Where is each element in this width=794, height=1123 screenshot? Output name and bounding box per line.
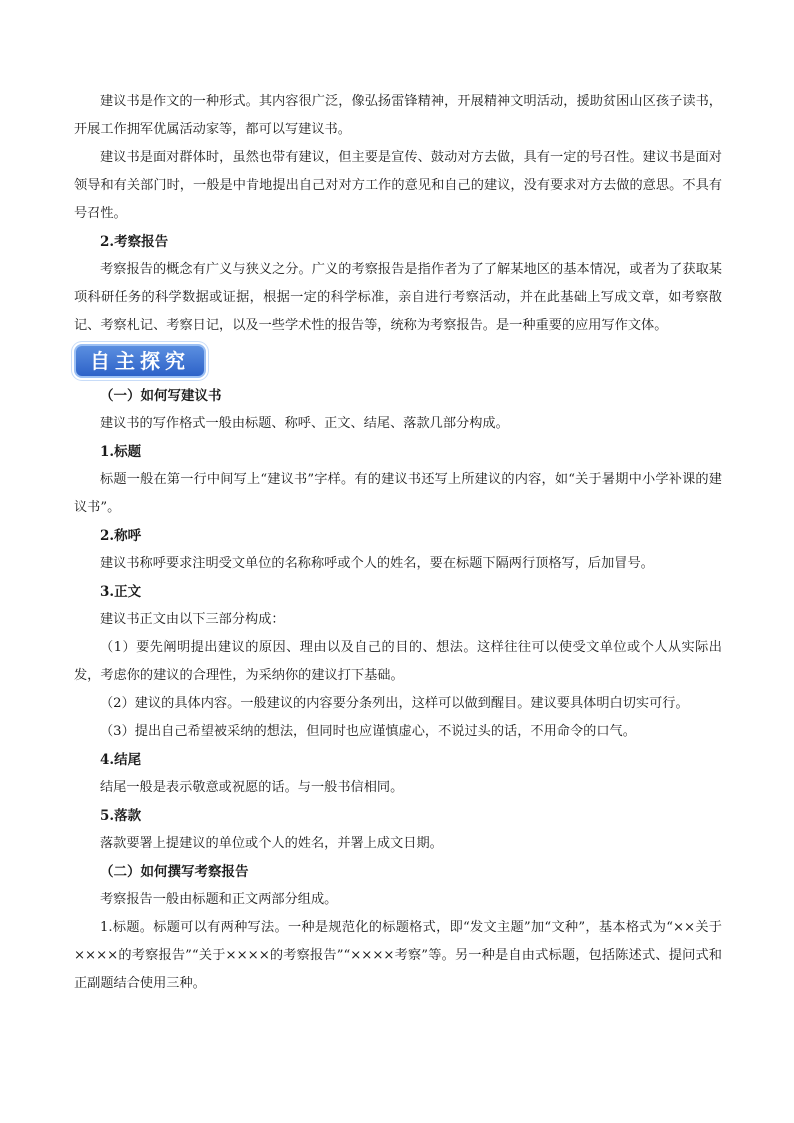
section-banner: 自主探究 [74, 344, 206, 378]
body-item-1: （1）要先阐明提出建议的原因、理由以及自己的目的、想法。这样往往可以使受文单位或个人从实际出发，考虑你的建议的合理性，为采纳你的建议打下基础。 [74, 640, 722, 683]
signature-paragraph: 落款要署上提建议的单位或个人的姓名，并署上成文日期。 [100, 836, 443, 851]
salutation-paragraph: 建议书称呼要求注明受文单位的名称称呼或个人的姓名，要在标题下隔两行顶格写，后加冒号。 [100, 556, 654, 571]
document-body [74, 88, 722, 998]
section1-intro: 建议书的写作格式一般由标题、称呼、正文、结尾、落款几部分构成。 [100, 416, 509, 431]
section2-heading: （二）如何撰写考察报告 [100, 864, 249, 880]
title-paragraph: 标题一般在第一行中间写上“建议书”字样。有的建议书还写上所建议的内容，如“关于暑期中小学补课的建议书”。 [74, 472, 722, 515]
subheading-salutation: 2.称呼 [100, 528, 142, 544]
body-paragraph: 建议书正文由以下三部分构成： [100, 612, 285, 627]
subheading-body: 3.正文 [100, 584, 142, 600]
section2-intro: 考察报告一般由标题和正文两部分组成。 [100, 892, 338, 907]
heading-kaocha-baogao: 2.考察报告 [100, 234, 169, 250]
intro-paragraph-3: 考察报告的概念有广义与狭义之分。广义的考察报告是指作者为了了解某地区的基本情况，或者为了获取某项科研任务的科学数据或证据，根据一定的科学标准，亲自进行考察活动，并在此基础上写成文章，如考察散记、考察札记、考察日记，以及一些学术性的报告等，统称为考察报告。是一种重要的应用写作文体。 [74, 262, 722, 333]
section1-heading: （一）如何写建议书 [100, 388, 222, 404]
subheading-title: 1.标题 [100, 444, 142, 460]
subheading-ending: 4.结尾 [100, 752, 142, 768]
ending-paragraph: 结尾一般是表示敬意或祝愿的话。与一般书信相同。 [100, 780, 404, 795]
intro-paragraph-1: 建议书是作文的一种形式。其内容很广泛，像弘扬雷锋精神，开展精神文明活动，援助贫困山区孩子读书，开展工作拥军优属活动家等，都可以写建议书。 [74, 94, 722, 137]
section2-paragraph-1: 1.标题。标题可以有两种写法。一种是规范化的标题格式，即“发文主题”加“文种”，基本格式为“××关于××××的考察报告”“关于××××的考察报告”“××××考察”等。另一种是自由式标题，包括陈述式、提问式和正副题结合使用三种。 [74, 920, 722, 991]
body-item-3: （3）提出自己希望被采纳的想法，但同时也应谨慎虚心，不说过头的话，不用命令的口气。 [100, 724, 636, 739]
intro-paragraph-2: 建议书是面对群体时，虽然也带有建议，但主要是宣传、鼓动对方去做，具有一定的号召性。建议书是面对领导和有关部门时，一般是中肯地提出自己对对方工作的意见和自己的建议，没有要求对方去做的意思。不具有号召性。 [74, 150, 722, 221]
subheading-signature: 5.落款 [100, 808, 142, 824]
body-item-2: （2）建议的具体内容。一般建议的内容要分条列出，这样可以做到醒目。建议要具体明白切实可行。 [100, 696, 689, 711]
